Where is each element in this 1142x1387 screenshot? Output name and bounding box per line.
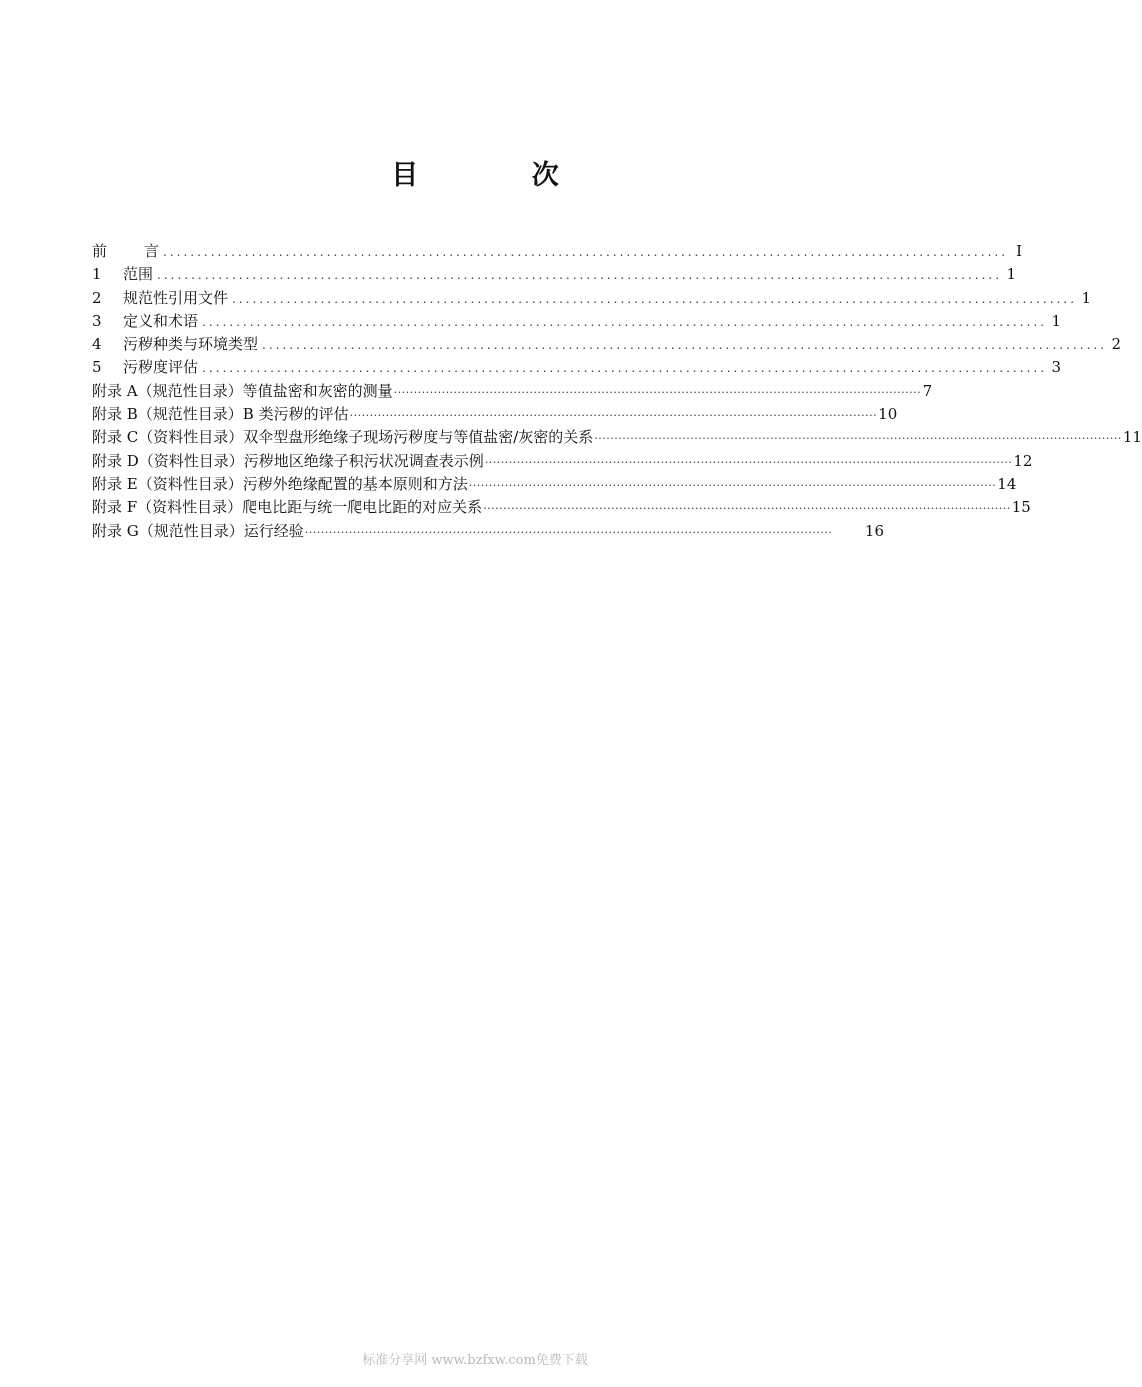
page-title: 目 次 (391, 160, 611, 191)
toc-page-number: 1 (1051, 311, 1062, 330)
toc-page-number: 16 (864, 521, 884, 540)
toc-entry-3[interactable] (92, 310, 1062, 333)
toc-entry-1[interactable] (92, 263, 1017, 286)
toc-label: 附录 D（资料性目录）污秽地区绝缘子积污状况调查表示例 (92, 451, 484, 470)
dot-leader: ............................................................................................................................ (202, 361, 1048, 376)
dot-leader: ···································································································································· (483, 502, 1011, 516)
dot-leader: ···································································································································· (594, 432, 1122, 446)
dot-leader: ···································································································································· (349, 409, 878, 423)
toc-entry-appendix-g[interactable] (92, 520, 884, 543)
dot-leader: ···································································································································· (468, 478, 997, 492)
table-of-contents (92, 240, 1142, 543)
toc-entry-appendix-e[interactable] (92, 473, 1017, 496)
toc-label: 范围 (123, 265, 154, 284)
dot-leader: ............................................................................................................................ (262, 338, 1108, 353)
toc-label: 附录 B（规范性目录）B 类污秽的评估 (92, 405, 349, 424)
toc-entry-appendix-c[interactable] (92, 426, 1142, 449)
toc-label: 附录 G（规范性目录）运行经验 (92, 521, 304, 540)
toc-number: 2 (92, 288, 102, 307)
toc-page-number: 15 (1011, 498, 1031, 517)
toc-page-number: 7 (922, 381, 933, 400)
toc-label: 污秽度评估 (123, 358, 199, 377)
toc-page-number: 10 (878, 405, 898, 424)
toc-entry-appendix-a[interactable] (92, 380, 933, 403)
toc-entry-appendix-f[interactable] (92, 496, 1031, 519)
toc-entry-appendix-d[interactable] (92, 450, 1033, 473)
toc-entry-2[interactable] (92, 287, 1092, 310)
toc-label: 定义和术语 (123, 311, 199, 330)
toc-number: 前 (92, 242, 108, 260)
toc-label: 规范性引用文件 (123, 288, 229, 307)
dot-leader: ···································································································································· (304, 525, 833, 539)
toc-label: 附录 E（资料性目录）污秽外绝缘配置的基本原则和方法 (92, 474, 468, 493)
dot-leader: ···································································································································· (393, 385, 922, 399)
toc-page-number: I (1016, 242, 1023, 260)
toc-entry-5[interactable] (92, 356, 1062, 379)
dot-leader: ............................................................................................................................ (163, 245, 1009, 259)
toc-entry-4[interactable] (92, 333, 1122, 356)
dot-leader: ............................................................................................................................ (232, 291, 1078, 306)
toc-label: 附录 A（规范性目录）等值盐密和灰密的测量 (92, 381, 393, 400)
toc-number: 3 (92, 311, 102, 330)
toc-label: 附录 C（资料性目录）双伞型盘形绝缘子现场污秽度与等值盐密/灰密的关系 (92, 428, 594, 447)
toc-page-number: 2 (1111, 335, 1122, 354)
toc-page-number: 1 (1081, 288, 1092, 307)
dot-leader: ···································································································································· (484, 455, 1013, 469)
toc-entry-foreword[interactable] (92, 240, 1023, 263)
toc-label: 污秽种类与环境类型 (123, 335, 259, 354)
toc-page-number: 3 (1051, 358, 1062, 377)
toc-page-number: 11 (1122, 428, 1142, 447)
toc-number: 1 (92, 265, 102, 284)
toc-entry-appendix-b[interactable] (92, 403, 898, 426)
toc-number: 4 (92, 335, 102, 354)
dot-leader: ............................................................................................................................ (202, 314, 1048, 329)
dot-leader: ............................................................................................................................ (157, 268, 1003, 283)
toc-number: 5 (92, 358, 102, 377)
toc-page-number: 1 (1006, 265, 1017, 284)
toc-page-number: 14 (997, 474, 1017, 493)
watermark-footer: 标准分享网 www.bzfxw.com免费下载 (362, 1353, 588, 1368)
toc-label: 附录 F（资料性目录）爬电比距与统一爬电比距的对应关系 (92, 498, 483, 517)
toc-page-number: 12 (1013, 451, 1033, 470)
toc-label: 言 (144, 242, 160, 260)
